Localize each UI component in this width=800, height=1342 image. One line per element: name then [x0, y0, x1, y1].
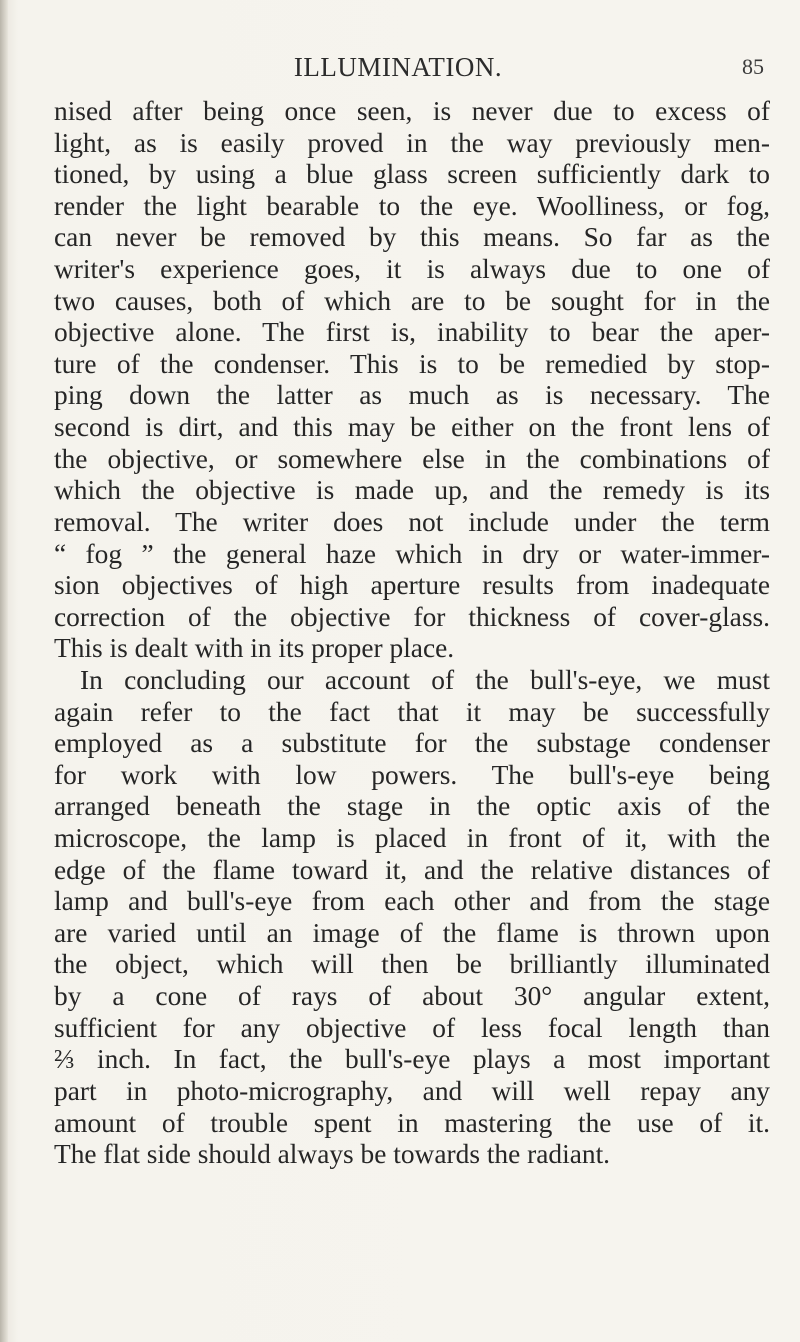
text-line: render the light bearable to the eye. Woolliness, or fog,: [54, 190, 770, 221]
text-line: by a cone of rays of about 30° angular extent,: [54, 981, 770, 1012]
text-line: removal. The writer does not include under the term: [54, 506, 770, 537]
text-line: ⅔ inch. In fact, the bull's-eye plays a most important: [54, 1044, 770, 1075]
text-line: two causes, both of which are to be sought for in the: [54, 285, 770, 316]
text-line: ping down the latter as much as is necessary. The: [54, 380, 770, 411]
text-line: light, as is easily proved in the way previously men-: [54, 127, 770, 158]
text-line: “ fog ” the general haze which in dry or water-immer-: [54, 538, 770, 569]
text-line: for work with low powers. The bull's-eye being: [54, 759, 770, 790]
text-line-paragraph-end: The flat side should always be towards the radiant.: [54, 1139, 611, 1170]
text-line: employed as a substitute for the substage condenser: [54, 728, 770, 759]
text-line: microscope, the lamp is placed in front of it, with the: [54, 823, 770, 854]
text-line: nised after being once seen, is never due to excess of: [54, 96, 770, 126]
text-line: ture of the condenser. This is to be remedied by stop-: [54, 348, 770, 379]
text-line: again refer to the fact that it may be successfully: [54, 696, 770, 727]
text-line-paragraph-start: In concluding our account of the bull's-eye, we must: [80, 664, 770, 695]
text-line-paragraph-end: This is dealt with in its proper place.: [54, 633, 455, 664]
page-gutter-shadow: [0, 0, 8, 1342]
text-line: are varied until an image of the flame is thrown upon: [54, 917, 770, 948]
text-line: arranged beneath the stage in the optic axis of the: [54, 791, 770, 822]
text-line: writer's experience goes, it is always due to one of: [54, 254, 770, 285]
text-line: edge of the flame toward it, and the relative distances of: [54, 854, 770, 885]
running-head-title: ILLUMINATION.: [293, 52, 503, 82]
text-line: amount of trouble spent in mastering the use of it.: [54, 1107, 770, 1138]
text-line: which the objective is made up, and the remedy is its: [54, 475, 770, 506]
text-line: sion objectives of high aperture results from inadequate: [54, 570, 770, 601]
text-line: correction of the objective for thickness of cover-glass.: [54, 601, 770, 632]
text-line: lamp and bull's-eye from each other and from the stage: [54, 886, 770, 917]
text-line: tioned, by using a blue glass screen sufficiently dark to: [54, 159, 770, 190]
text-line: part in photo-micrography, and will well repay any: [54, 1075, 770, 1106]
text-line: second is dirt, and this may be either on the front lens of: [54, 412, 770, 443]
body-text: [54, 96, 770, 1171]
text-line: the object, which will then be brilliantly illuminated: [54, 949, 770, 980]
text-line: objective alone. The first is, inability to bear the aper-: [54, 317, 770, 348]
text-line: sufficient for any objective of less focal length than: [54, 1012, 770, 1043]
page-number: 85: [742, 54, 764, 79]
text-line: can never be removed by this means. So far as the: [54, 222, 770, 253]
text-line: the objective, or somewhere else in the combinations of: [54, 443, 770, 474]
